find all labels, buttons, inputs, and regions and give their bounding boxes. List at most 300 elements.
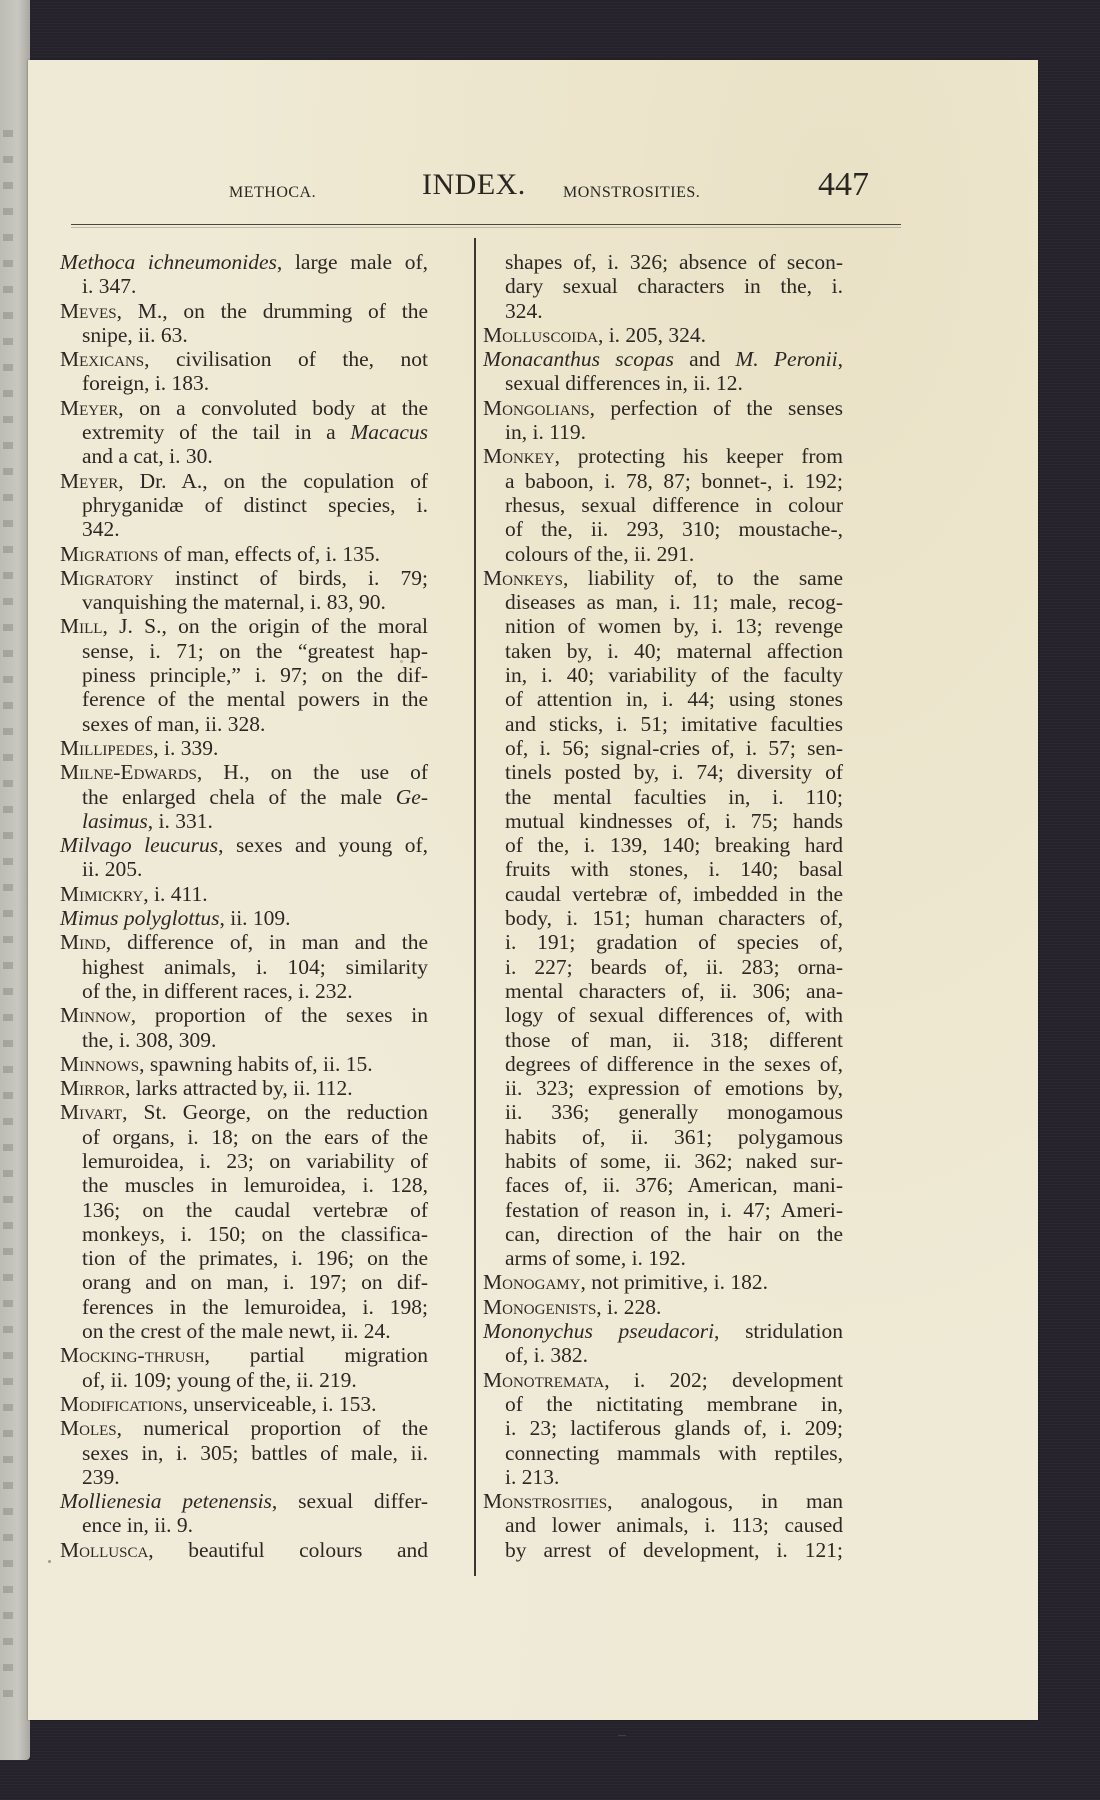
index-text: highest animals, i. 104; similarity (82, 954, 428, 979)
index-headword: Minnow (60, 1003, 131, 1028)
index-text: , i. 202; development (604, 1367, 843, 1392)
adjacent-page-text-ghost (3, 1118, 13, 1125)
adjacent-page-text-ghost (3, 780, 13, 787)
index-text: , St. George, on the reduction (122, 1100, 428, 1125)
paper-speck (400, 660, 403, 663)
index-headword: Meyer (60, 395, 119, 420)
adjacent-page-edges (0, 0, 30, 1760)
adjacent-page-text-ghost (3, 1248, 13, 1255)
index-entry-line (483, 882, 843, 906)
index-taxon-name: Methoca ichneumonides (60, 250, 277, 274)
adjacent-page-text-ghost (3, 1612, 13, 1619)
index-text: , J. S., on the origin of the moral (102, 614, 428, 639)
adjacent-page-text-ghost (3, 624, 13, 631)
index-headword: Monotremata (483, 1367, 605, 1392)
index-text: ence in, ii. 9. (82, 1513, 194, 1538)
index-text: arms of some, i. 192. (505, 1246, 686, 1271)
index-entry-line (483, 1149, 843, 1173)
index-entry-headword-line (483, 1319, 843, 1343)
index-text: by arrest of development, i. 121; (505, 1537, 843, 1562)
index-text: , M., on the drumming of the (116, 298, 428, 323)
index-text: , civilisation of the, not (144, 347, 428, 372)
index-text: i. 347. (82, 274, 137, 299)
index-entry-line (60, 1028, 428, 1052)
adjacent-page-text-ghost (3, 1274, 13, 1281)
index-text: lemuroidea, i. 23; on variability of (82, 1148, 428, 1173)
index-entry-line (483, 1343, 843, 1367)
index-text: , H., on the use of (196, 760, 428, 785)
index-entry-line (60, 785, 428, 809)
index-entry-line (60, 517, 428, 541)
index-entry-line (483, 274, 843, 298)
index-text: the muscles in lemuroidea, i. 128, (82, 1173, 428, 1198)
index-text: , spawning habits of, ii. 15. (139, 1051, 373, 1076)
index-text: body, i. 151; human characters of, (505, 906, 843, 931)
index-text: , i. 339. (153, 735, 219, 760)
index-text: a baboon, i. 78, 87; bonnet-, i. 192; (505, 468, 843, 493)
adjacent-page-text-ghost (3, 442, 13, 449)
index-text: phryganidæ of distinct species, i. (82, 492, 428, 517)
index-entry-headword-line (60, 1003, 428, 1027)
index-text: dary sexual characters in the, i. (505, 274, 843, 299)
index-text: , larks attracted by, ii. 112. (124, 1076, 353, 1101)
index-entry-line (60, 809, 428, 833)
index-entry-headword-line (60, 299, 428, 323)
index-entry-headword-line (483, 1270, 843, 1294)
index-entry-line (60, 1270, 428, 1294)
index-text: can, direction of the hair on the (505, 1221, 843, 1246)
index-text: those of man, ii. 318; different (505, 1027, 843, 1052)
index-entry-line (483, 687, 843, 711)
index-headword: Milne-Edwards (60, 760, 197, 785)
index-entry-headword-line (483, 444, 843, 468)
index-headword: Monogenists (483, 1294, 597, 1319)
adjacent-page-text-ghost (3, 1534, 13, 1541)
index-entry-headword-line (60, 250, 428, 274)
adjacent-page-text-ghost (3, 728, 13, 735)
index-entry-line (60, 1198, 428, 1222)
running-head-first-entry: METHOCA. (229, 184, 317, 201)
adjacent-page-text-ghost (3, 598, 13, 605)
index-entry-headword-line (60, 930, 428, 954)
index-taxon-name: lasimus (82, 808, 148, 833)
index-entry-line (60, 1246, 428, 1270)
adjacent-page-text-ghost (3, 754, 13, 761)
index-headword: Mind (60, 930, 106, 955)
index-entry-line (483, 1198, 843, 1222)
index-text: , beautiful colours and (148, 1537, 428, 1562)
index-taxon-name: Monacanthus scopas (483, 347, 674, 372)
index-entry-line (483, 469, 843, 493)
index-text: sexes in, i. 305; battles of male, ii. (82, 1440, 428, 1465)
index-text: of, i. 382. (505, 1343, 589, 1368)
index-text: , i. 205, 324. (597, 322, 707, 347)
index-headword: Modifications (60, 1391, 183, 1416)
index-taxon-name: Mononychus pseudacori (483, 1319, 715, 1344)
index-entry-headword-line (60, 1416, 428, 1440)
index-text: 239. (82, 1464, 120, 1489)
header-rule-shadow (71, 227, 901, 228)
index-text: , stridulation (714, 1319, 843, 1344)
index-text: faces of, ii. 376; American, mani- (505, 1173, 843, 1198)
adjacent-page-text-ghost (3, 1222, 13, 1229)
index-text: and sticks, i. 51; imitative faculties (505, 711, 843, 736)
adjacent-page-text-ghost (3, 1326, 13, 1333)
adjacent-page-text-ghost (3, 234, 13, 241)
index-entry-line (483, 760, 843, 784)
adjacent-page-text-ghost (3, 936, 13, 943)
index-entry-headword-line (60, 1392, 428, 1416)
adjacent-page-text-ghost (3, 858, 13, 865)
index-text: , not primitive, i. 182. (580, 1270, 768, 1295)
index-text: of man, effects of, i. 135. (158, 541, 381, 566)
index-text: caudal vertebræ of, imbedded in the (505, 881, 843, 906)
adjacent-page-text-ghost (3, 1378, 13, 1385)
index-headword: Millipedes (60, 735, 154, 760)
adjacent-page-text-ghost (3, 156, 13, 163)
adjacent-page-text-ghost (3, 962, 13, 969)
index-entry-line (483, 614, 843, 638)
index-text: i. 191; gradation of species of, (505, 930, 843, 955)
index-text: fruits with stones, i. 140; basal (505, 857, 843, 882)
index-entry-line (60, 493, 428, 517)
index-text: the, i. 308, 309. (82, 1027, 217, 1052)
adjacent-page-text-ghost (3, 182, 13, 189)
adjacent-page-text-ghost (3, 520, 13, 527)
index-entry-line (483, 299, 843, 323)
index-taxon-name: Macacus (350, 420, 428, 445)
index-text: orang and on man, i. 197; on dif- (82, 1270, 428, 1295)
adjacent-page-text-ghost (3, 806, 13, 813)
index-taxon-name: M. Peronii (735, 347, 838, 372)
index-headword: Meves (60, 298, 117, 323)
index-text: in, i. 119. (505, 420, 587, 445)
index-entry-line (483, 712, 843, 736)
index-headword: Meyer (60, 468, 119, 493)
index-text: ii. 323; expression of emotions by, (505, 1076, 843, 1101)
index-entry-headword-line (483, 347, 843, 371)
index-headword: Moles (60, 1416, 117, 1441)
index-text: shapes of, i. 326; absence of secon- (505, 250, 843, 274)
index-entry-line (483, 250, 843, 274)
adjacent-page-text-ghost (3, 416, 13, 423)
index-text: the mental faculties in, i. 110; (505, 784, 843, 809)
index-entry-line (483, 857, 843, 881)
index-text: mutual kindnesses of, i. 75; hands (505, 808, 843, 833)
index-text: mental characters of, ii. 306; ana- (505, 978, 843, 1003)
index-entry-line (483, 955, 843, 979)
index-headword: Mocking-thrush (60, 1343, 205, 1368)
adjacent-page-text-ghost (3, 1170, 13, 1177)
running-head-title: INDEX. (422, 168, 526, 201)
adjacent-page-text-ghost (3, 1066, 13, 1073)
index-text: of the, i. 139, 140; breaking hard (505, 833, 843, 858)
index-entry-line (60, 1441, 428, 1465)
index-entry-line (483, 493, 843, 517)
adjacent-page-text-ghost (3, 988, 13, 995)
adjacent-page-text-ghost (3, 910, 13, 917)
index-entry-headword-line (483, 396, 843, 420)
index-entry-headword-line (60, 1489, 428, 1513)
index-text: rhesus, sexual difference in colour (505, 492, 843, 517)
index-text: , i. 331. (147, 808, 213, 833)
index-headword: Mivart (60, 1100, 123, 1125)
index-text: vanquishing the maternal, i. 83, 90. (82, 590, 386, 615)
index-text: colours of the, ii. 291. (505, 541, 695, 566)
index-text: tion of the primates, i. 196; on the (82, 1246, 428, 1271)
adjacent-page-text-ghost (3, 1430, 13, 1437)
index-text: , protecting his keeper from (554, 444, 843, 469)
index-taxon-name: Mollienesia petenensis (60, 1489, 272, 1514)
index-text: , difference of, in man and the (105, 930, 428, 955)
adjacent-page-text-ghost (3, 1196, 13, 1203)
index-entry-line (60, 1368, 428, 1392)
index-text: snipe, ii. 63. (82, 322, 188, 347)
index-headword: Mimickry (60, 881, 144, 906)
index-text: and lower animals, i. 113; caused (505, 1513, 843, 1538)
adjacent-page-text-ghost (3, 546, 13, 553)
index-entry-line (483, 639, 843, 663)
index-entry-line (60, 1295, 428, 1319)
index-entry-line (483, 1416, 843, 1440)
index-text: habits of some, ii. 362; naked sur- (505, 1148, 843, 1173)
adjacent-page-text-ghost (3, 390, 13, 397)
index-text: monkeys, i. 150; on the classifica- (82, 1221, 428, 1246)
index-entry-headword-line (60, 566, 428, 590)
adjacent-page-text-ghost (3, 650, 13, 657)
index-text: degrees of difference in the sexes of, (505, 1051, 843, 1076)
index-entry-headword-line (60, 1343, 428, 1367)
running-head (28, 168, 1038, 218)
index-entry-headword-line (60, 396, 428, 420)
index-entry-line (483, 1392, 843, 1416)
adjacent-page-text-ghost (3, 1690, 13, 1697)
index-entry-line (60, 1513, 428, 1537)
index-headword: Monkey (483, 444, 555, 469)
column-divider (474, 238, 476, 1576)
index-text: of attention in, i. 44; using stones (505, 687, 843, 712)
index-entry-line (60, 323, 428, 347)
adjacent-page-text-ghost (3, 884, 13, 891)
index-text: nition of women by, i. 13; revenge (505, 614, 843, 639)
index-headword: Mollusca (60, 1537, 149, 1562)
index-entry-line (483, 1100, 843, 1124)
index-entry-line (60, 639, 428, 663)
index-entry-line (483, 1246, 843, 1270)
index-text: ii. 205. (82, 857, 143, 882)
index-entry-headword-line (60, 833, 428, 857)
index-entry-line (483, 736, 843, 760)
index-text: , analogous, in man (607, 1489, 843, 1514)
adjacent-page-text-ghost (3, 572, 13, 579)
index-entry-headword-line (60, 1100, 428, 1124)
adjacent-page-text-ghost (3, 1300, 13, 1307)
index-headword: Monstrosities (483, 1489, 608, 1514)
index-text: , large male of, (276, 250, 428, 274)
index-entry-headword-line (483, 1368, 843, 1392)
index-headword: Migrations (60, 541, 159, 566)
index-taxon-name: Ge- (395, 784, 428, 809)
index-entry-headword-line (60, 347, 428, 371)
index-entry-line (60, 420, 428, 444)
index-entry-headword-line (60, 542, 428, 566)
index-text: of the, ii. 293, 310; moustache-, (505, 517, 843, 542)
index-entry-line (483, 1052, 843, 1076)
paper-speck (48, 1560, 51, 1563)
index-entry-line (483, 1465, 843, 1489)
adjacent-page-text-ghost (3, 1040, 13, 1047)
adjacent-page-text-ghost (3, 130, 13, 137)
index-headword: Monkeys (483, 565, 563, 590)
adjacent-page-text-ghost (3, 364, 13, 371)
index-text: diseases as man, i. 11; male, recog- (505, 590, 843, 615)
index-entry-headword-line (60, 469, 428, 493)
index-entry-line (483, 517, 843, 541)
index-headword: Mill (60, 614, 103, 639)
index-entry-line (483, 1028, 843, 1052)
index-entry-headword-line (483, 323, 843, 347)
index-entry-line (60, 857, 428, 881)
index-text: the enlarged chela of the male (82, 784, 396, 809)
index-entry-line (483, 1076, 843, 1100)
index-entry-line (483, 663, 843, 687)
index-headword: Mirror (60, 1076, 125, 1101)
index-text: ference of the mental powers in the (82, 687, 428, 712)
adjacent-page-text-ghost (3, 1482, 13, 1489)
index-entry-line (483, 1222, 843, 1246)
adjacent-page-text-ghost (3, 1144, 13, 1151)
index-entry-line (60, 1149, 428, 1173)
index-entry-line (60, 1465, 428, 1489)
index-text: piness principle,” i. 97; on the dif- (82, 663, 428, 688)
index-text: and (673, 347, 736, 372)
index-text: instinct of birds, i. 79; (153, 565, 428, 590)
index-entry-line (483, 420, 843, 444)
index-entry-line (483, 590, 843, 614)
index-text: , unserviceable, i. 153. (182, 1391, 377, 1416)
adjacent-page-text-ghost (3, 1560, 13, 1567)
index-entry-headword-line (60, 1538, 428, 1562)
adjacent-page-text-ghost (3, 468, 13, 475)
adjacent-page-text-ghost (3, 1456, 13, 1463)
index-text: of organs, i. 18; on the ears of the (82, 1124, 428, 1149)
index-text: , sexual differ- (271, 1489, 428, 1514)
index-entry-line (60, 687, 428, 711)
index-entry-line (60, 1173, 428, 1197)
index-entry-line (483, 979, 843, 1003)
index-entry-line (60, 955, 428, 979)
index-text: i. 227; beards of, ii. 283; orna- (505, 954, 843, 979)
adjacent-page-text-ghost (3, 1508, 13, 1515)
running-head-last-entry: MONSTROSITIES. (563, 184, 701, 201)
index-entry-headword-line (60, 906, 428, 930)
index-entry-line (483, 1173, 843, 1197)
index-entry-headword-line (60, 1052, 428, 1076)
index-entry-line (483, 1513, 843, 1537)
index-taxon-name: Mimus polyglottus (60, 906, 220, 931)
index-entry-line (483, 1125, 843, 1149)
index-headword: Mongolians (483, 395, 590, 420)
index-text: 136; on the caudal vertebræ of (82, 1197, 428, 1222)
adjacent-page-text-ghost (3, 208, 13, 215)
index-text: ii. 336; generally monogamous (505, 1100, 843, 1125)
index-entry-headword-line (483, 566, 843, 590)
index-text: of, i. 56; signal-cries of, i. 57; sen- (505, 735, 843, 760)
adjacent-page-text-ghost (3, 1586, 13, 1593)
index-entry-line (483, 1538, 843, 1562)
adjacent-page-text-ghost (3, 286, 13, 293)
index-text: of the, in different races, i. 232. (82, 978, 353, 1003)
index-entry-line (483, 785, 843, 809)
index-entry-headword-line (60, 760, 428, 784)
index-entry-headword-line (60, 736, 428, 760)
index-text: sense, i. 71; on the “greatest hap- (82, 638, 428, 663)
index-entry-line (60, 712, 428, 736)
index-entry-line (483, 542, 843, 566)
adjacent-page-text-ghost (3, 1092, 13, 1099)
index-entry-headword-line (60, 1076, 428, 1100)
index-text: 324. (505, 298, 543, 323)
index-entry-headword-line (483, 1295, 843, 1319)
index-column-right (483, 250, 843, 1562)
index-text: festation of reason in, i. 47; Ameri- (505, 1197, 843, 1222)
index-entry-line (483, 930, 843, 954)
adjacent-page-text-ghost (3, 1404, 13, 1411)
index-text: , (837, 347, 843, 372)
index-text: extremity of the tail in a (82, 420, 351, 445)
index-entry-line (483, 1441, 843, 1465)
index-column-left (60, 250, 428, 1562)
index-text: taken by, i. 40; maternal affection (505, 638, 843, 663)
index-text: , liability of, to the same (562, 565, 843, 590)
index-text: , ii. 109. (219, 906, 291, 931)
index-text: habits of, ii. 361; polygamous (505, 1124, 843, 1149)
index-entry-line (483, 1003, 843, 1027)
index-text: and a cat, i. 30. (82, 444, 213, 469)
index-headword: Minnows (60, 1051, 140, 1076)
index-text: i. 213. (505, 1464, 560, 1489)
index-entry-line (60, 1319, 428, 1343)
index-entry-line (60, 371, 428, 395)
index-entry-line (60, 274, 428, 298)
index-text: , i. 228. (596, 1294, 662, 1319)
index-entry-line (483, 906, 843, 930)
index-text: in, i. 40; variability of the faculty (505, 663, 843, 688)
index-entry-line (483, 371, 843, 395)
adjacent-page-text-ghost (3, 494, 13, 501)
adjacent-page-text-ghost (3, 1638, 13, 1645)
adjacent-page-text-ghost (3, 702, 13, 709)
index-entry-line (60, 590, 428, 614)
index-taxon-name: Milvago leucurus (60, 833, 219, 858)
index-text: of the nictitating membrane in, (505, 1391, 843, 1416)
index-text: tinels posted by, i. 74; diversity of (505, 760, 843, 785)
index-text: on the crest of the male newt, ii. 24. (82, 1319, 391, 1344)
index-text: , perfection of the senses (589, 395, 843, 420)
index-text: 342. (82, 517, 120, 542)
index-text: , i. 411. (143, 881, 208, 906)
index-entry-line (60, 444, 428, 468)
index-text: ferences in the lemuroidea, i. 198; (82, 1294, 428, 1319)
index-entry-line (60, 979, 428, 1003)
index-text: foreign, i. 183. (82, 371, 210, 396)
adjacent-page-text-ghost (3, 1352, 13, 1359)
adjacent-page-text-ghost (3, 338, 13, 345)
index-text: logy of sexual differences of, with (505, 1003, 843, 1028)
index-entry-headword-line (60, 882, 428, 906)
index-text: , partial migration (204, 1343, 428, 1368)
index-entry-line (60, 663, 428, 687)
